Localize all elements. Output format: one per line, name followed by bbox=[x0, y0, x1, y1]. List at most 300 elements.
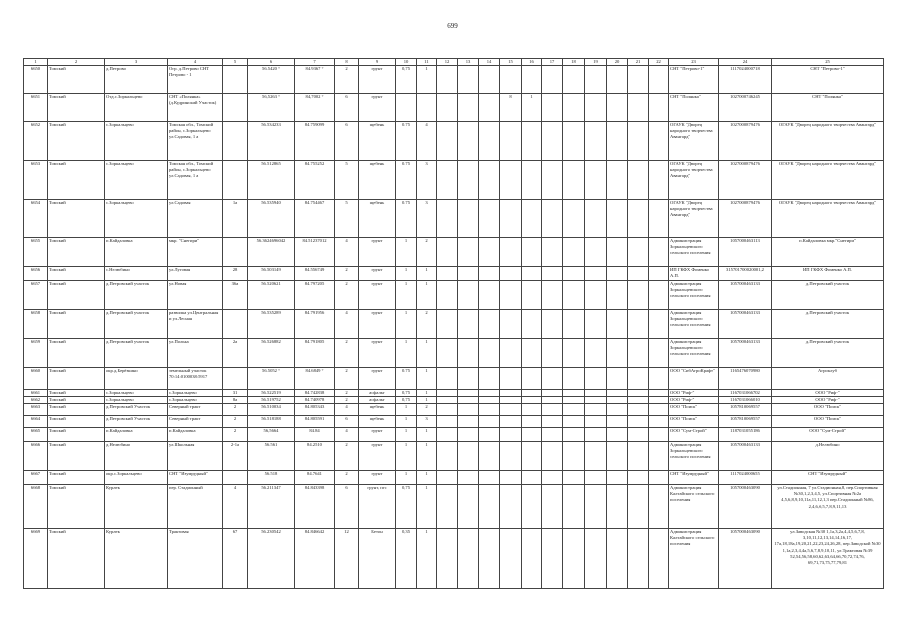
table-cell bbox=[563, 442, 585, 471]
table-cell: 56.518 bbox=[248, 471, 295, 485]
table-cell: Администрация Зоркальцевского сельского поселения bbox=[669, 310, 719, 339]
table-cell bbox=[500, 122, 522, 161]
table-cell bbox=[522, 442, 542, 471]
table-cell: 56.5052 ° bbox=[248, 368, 295, 390]
table-cell bbox=[649, 310, 669, 339]
table-cell bbox=[563, 368, 585, 390]
table-cell: 56.211347 bbox=[248, 485, 295, 529]
table-cell bbox=[542, 485, 563, 529]
table-cell: грунт bbox=[359, 238, 396, 267]
table-cell: ООО "Риф-" bbox=[669, 390, 719, 397]
column-header: 25 bbox=[772, 59, 884, 66]
table-cell bbox=[563, 66, 585, 94]
table-cell: 3 bbox=[417, 200, 437, 238]
table-cell: 56.518188 bbox=[248, 416, 295, 428]
table-cell: 6667 bbox=[24, 471, 48, 485]
table-cell: с.Зоркальцево bbox=[105, 122, 168, 161]
table-cell: 56,5664 bbox=[248, 428, 295, 442]
table-cell bbox=[479, 238, 500, 267]
table-cell bbox=[522, 238, 542, 267]
table-row bbox=[24, 339, 884, 368]
table-cell: 1057000463133 bbox=[719, 442, 772, 471]
table-cell: 56.512865 bbox=[248, 161, 295, 200]
table-cell bbox=[458, 368, 479, 390]
table-cell: 2 bbox=[335, 471, 359, 485]
table-cell bbox=[585, 122, 607, 161]
table-cell: 6656 bbox=[24, 267, 48, 281]
table-cell bbox=[649, 442, 669, 471]
table-row bbox=[24, 238, 884, 267]
table-cell: Томский bbox=[48, 529, 105, 589]
table-cell bbox=[563, 267, 585, 281]
table-cell: 2 bbox=[223, 404, 248, 416]
table-cell: 12 bbox=[335, 529, 359, 589]
table-cell bbox=[500, 442, 522, 471]
table-cell: с.Зоркальцево bbox=[105, 397, 168, 404]
table-cell bbox=[607, 267, 628, 281]
table-cell: СНТ "Изумрудный" bbox=[669, 471, 719, 485]
table-cell: 56.510034 bbox=[248, 404, 295, 416]
table-cell: 1057810069557 bbox=[719, 416, 772, 428]
table-cell: Томский bbox=[48, 310, 105, 339]
table-cell: д.Петровский Участок bbox=[105, 404, 168, 416]
table-cell: 6664 bbox=[24, 416, 48, 428]
table-cell bbox=[585, 404, 607, 416]
table-cell: д.Петровский участок bbox=[772, 339, 884, 368]
column-header: 2 bbox=[48, 59, 105, 66]
table-cell: ИП ГКФХ Фоменко А.П. bbox=[772, 267, 884, 281]
table-cell bbox=[458, 428, 479, 442]
table-cell bbox=[458, 267, 479, 281]
table-cell bbox=[500, 404, 522, 416]
table-cell: 0.75 bbox=[396, 122, 417, 161]
table-cell bbox=[563, 161, 585, 200]
table-cell: 1 bbox=[417, 390, 437, 397]
table-cell: 6651 bbox=[24, 94, 48, 122]
table-row bbox=[24, 471, 884, 485]
table-cell: ООО "СибАгроКрафт" bbox=[669, 368, 719, 390]
table-cell bbox=[628, 161, 649, 200]
table-cell bbox=[437, 238, 458, 267]
table-row bbox=[24, 428, 884, 442]
table-cell: ООО "Риф-" bbox=[772, 390, 884, 397]
table-cell: 1 bbox=[396, 428, 417, 442]
table-cell bbox=[563, 397, 585, 404]
table-cell: ООО "Риф-" bbox=[669, 397, 719, 404]
table-cell bbox=[628, 238, 649, 267]
table-cell: 1167031066702 bbox=[719, 390, 772, 397]
table-cell: земельный участок 70:14:0100038:5917 bbox=[168, 368, 223, 390]
table-cell bbox=[223, 238, 248, 267]
table-cell: 6657 bbox=[24, 281, 48, 310]
table-cell bbox=[628, 397, 649, 404]
table-cell: 84.805343 bbox=[295, 404, 335, 416]
table-row bbox=[24, 161, 884, 200]
table-cell: ООО "Риф-" bbox=[772, 397, 884, 404]
table-cell: 84.556749 bbox=[295, 267, 335, 281]
table-cell: 56.535940 bbox=[248, 200, 295, 238]
table-cell bbox=[437, 397, 458, 404]
table-cell: щебень bbox=[359, 416, 396, 428]
column-header: 3 bbox=[105, 59, 168, 66]
table-cell bbox=[563, 310, 585, 339]
table-cell bbox=[522, 122, 542, 161]
table-cell: окр.д.Берёзкино bbox=[105, 368, 168, 390]
table-cell bbox=[479, 281, 500, 310]
table-cell bbox=[522, 390, 542, 397]
table-cell bbox=[500, 339, 522, 368]
table-cell: Северный тракт bbox=[168, 416, 223, 428]
table-cell bbox=[607, 390, 628, 397]
table-cell bbox=[585, 416, 607, 428]
table-cell bbox=[585, 161, 607, 200]
table-cell bbox=[649, 94, 669, 122]
table-cell: грунт bbox=[359, 368, 396, 390]
column-header: 7 bbox=[295, 59, 335, 66]
table-cell: 56.526882 bbox=[248, 339, 295, 368]
table-cell: 6 bbox=[335, 485, 359, 529]
column-header: 17 bbox=[542, 59, 563, 66]
table-cell: 1 bbox=[417, 485, 437, 529]
table-cell: 2 bbox=[335, 397, 359, 404]
column-header: 14 bbox=[479, 59, 500, 66]
table-cell: 84.755252 bbox=[295, 161, 335, 200]
table-cell: мкр. "Снегири" bbox=[168, 238, 223, 267]
table-cell bbox=[585, 471, 607, 485]
table-cell bbox=[458, 122, 479, 161]
table-cell: СНТ "Изумрудный" bbox=[168, 471, 223, 485]
table-cell: ООО "Сум-Строй" bbox=[772, 428, 884, 442]
table-cell bbox=[607, 416, 628, 428]
table-row bbox=[24, 200, 884, 238]
table-cell: 56.522519 bbox=[248, 390, 295, 397]
table-cell: развилка ул.Центральная и ул.Лесная bbox=[168, 310, 223, 339]
table-cell: 4 bbox=[335, 404, 359, 416]
table-cell: с.Зоркальцево bbox=[105, 200, 168, 238]
table-row bbox=[24, 529, 884, 589]
table-cell: 1117024000655 bbox=[719, 471, 772, 485]
table-cell: 8 bbox=[500, 94, 522, 122]
table-cell bbox=[607, 122, 628, 161]
table-cell: грунт bbox=[359, 94, 396, 122]
table-cell bbox=[437, 390, 458, 397]
table-cell: 6659 bbox=[24, 339, 48, 368]
table-cell bbox=[542, 161, 563, 200]
table-cell bbox=[522, 310, 542, 339]
table-cell bbox=[479, 368, 500, 390]
table-cell bbox=[500, 200, 522, 238]
table-cell bbox=[563, 122, 585, 161]
table-cell: Бетон bbox=[359, 529, 396, 589]
table-cell: п.Кайдаловка bbox=[105, 238, 168, 267]
table-cell bbox=[458, 390, 479, 397]
table-cell: СНТ "Изумрудный" bbox=[772, 471, 884, 485]
table-cell bbox=[500, 281, 522, 310]
table-cell bbox=[585, 310, 607, 339]
table-cell bbox=[585, 485, 607, 529]
table-cell bbox=[500, 390, 522, 397]
table-cell: 84.742838 bbox=[295, 390, 335, 397]
table-cell: с.Зоркальцево bbox=[105, 161, 168, 200]
table-cell bbox=[542, 390, 563, 397]
table-cell: Томский bbox=[48, 94, 105, 122]
table-row bbox=[24, 397, 884, 404]
table-cell: Томский bbox=[48, 428, 105, 442]
table-cell bbox=[396, 94, 417, 122]
table-cell bbox=[223, 66, 248, 94]
table-cell: Администрация Зоркальцевского сельского поселения bbox=[669, 238, 719, 267]
table-cell bbox=[437, 122, 458, 161]
table-cell bbox=[628, 404, 649, 416]
table-cell: Томский bbox=[48, 485, 105, 529]
table-cell bbox=[563, 281, 585, 310]
table-cell bbox=[522, 428, 542, 442]
table-cell bbox=[628, 122, 649, 161]
table-cell bbox=[437, 471, 458, 485]
table-row bbox=[24, 390, 884, 397]
table-cell: ООО "Поиск" bbox=[772, 416, 884, 428]
table-cell bbox=[607, 442, 628, 471]
table-cell: 6 bbox=[335, 122, 359, 161]
table-cell: с.Зоркальцево bbox=[168, 397, 223, 404]
table-cell bbox=[437, 66, 458, 94]
table-cell bbox=[628, 339, 649, 368]
table-cell bbox=[479, 397, 500, 404]
table-cell: Администрация Калтайского сельского поселения bbox=[669, 529, 719, 589]
table-cell bbox=[628, 267, 649, 281]
table-cell: щебень bbox=[359, 200, 396, 238]
table-cell bbox=[607, 485, 628, 529]
table-cell: 4 bbox=[335, 428, 359, 442]
table-cell bbox=[628, 200, 649, 238]
table-cell: грунт bbox=[359, 281, 396, 310]
table-cell bbox=[479, 66, 500, 94]
table-cell: 1057000463133 bbox=[719, 310, 772, 339]
table-cell: Томский bbox=[48, 471, 105, 485]
table-cell: 4 bbox=[223, 485, 248, 529]
column-header: 9 bbox=[359, 59, 396, 66]
table-cell bbox=[500, 428, 522, 442]
table-cell bbox=[649, 281, 669, 310]
table-cell bbox=[585, 442, 607, 471]
table-cell: 36а bbox=[223, 281, 248, 310]
table-cell: 1 bbox=[396, 267, 417, 281]
table-cell: 1 bbox=[396, 442, 417, 471]
table-cell bbox=[458, 94, 479, 122]
column-header: 10 bbox=[396, 59, 417, 66]
table-cell: ООО "Поиск" bbox=[669, 404, 719, 416]
table-cell: 1165476070980 bbox=[719, 368, 772, 390]
table-cell: 1027000746245 bbox=[719, 94, 772, 122]
table-cell: 0,75 bbox=[396, 397, 417, 404]
table-cell bbox=[223, 122, 248, 161]
table-cell bbox=[563, 200, 585, 238]
table-cell: Томский bbox=[48, 281, 105, 310]
table-cell bbox=[522, 161, 542, 200]
table-cell: ОГАУК "Дворец народного творчества Авангард" bbox=[772, 200, 884, 238]
table-cell bbox=[585, 281, 607, 310]
table-row bbox=[24, 416, 884, 428]
table-cell: грунт bbox=[359, 471, 396, 485]
table-cell: ул.Школьная bbox=[168, 442, 223, 471]
table-cell bbox=[585, 238, 607, 267]
table-cell: грунт bbox=[359, 267, 396, 281]
table-cell: Курлек bbox=[105, 529, 168, 589]
table-cell: 1 bbox=[417, 442, 437, 471]
table-cell: 6655 bbox=[24, 238, 48, 267]
table-row bbox=[24, 267, 884, 281]
table-cell: 1 bbox=[396, 281, 417, 310]
table-cell bbox=[563, 471, 585, 485]
column-header: 4 bbox=[168, 59, 223, 66]
table-cell: ИП ГКФХ Фоменко А.П. bbox=[669, 267, 719, 281]
table-cell bbox=[585, 390, 607, 397]
table-cell: 1 bbox=[417, 267, 437, 281]
table-cell: 1057810069557 bbox=[719, 404, 772, 416]
table-cell bbox=[628, 94, 649, 122]
table-cell bbox=[649, 428, 669, 442]
table-cell bbox=[479, 94, 500, 122]
table-cell bbox=[542, 267, 563, 281]
table-cell: 6666 bbox=[24, 442, 48, 471]
table-cell bbox=[458, 200, 479, 238]
table-cell bbox=[542, 310, 563, 339]
table-cell: 1а bbox=[223, 200, 248, 238]
table-cell bbox=[542, 397, 563, 404]
table-cell: 4 bbox=[335, 238, 359, 267]
table-cell: 2-1а bbox=[223, 442, 248, 471]
table-cell bbox=[458, 66, 479, 94]
table-cell: 0.75 bbox=[396, 161, 417, 200]
table-cell: 2 bbox=[335, 368, 359, 390]
table-cell: 6 bbox=[335, 416, 359, 428]
table-cell bbox=[500, 267, 522, 281]
table-cell bbox=[223, 471, 248, 485]
table-cell: п.Кайдаловка мкр."Снегири" bbox=[772, 238, 884, 267]
table-cell bbox=[500, 471, 522, 485]
table-cell: Томский bbox=[48, 200, 105, 238]
table-cell bbox=[607, 238, 628, 267]
table-row bbox=[24, 442, 884, 471]
table-cell: Томский bbox=[48, 404, 105, 416]
table-cell bbox=[542, 368, 563, 390]
table-cell: д.Петровский участок bbox=[772, 310, 884, 339]
table-cell bbox=[437, 339, 458, 368]
table-cell: 1 bbox=[417, 529, 437, 589]
column-header: 20 bbox=[607, 59, 628, 66]
register-table bbox=[23, 58, 884, 589]
table-cell: 5 bbox=[335, 161, 359, 200]
table-cell bbox=[628, 310, 649, 339]
table-cell: Томская обл., Томский район, с.Зоркальцево ул.Садовая, 1 а bbox=[168, 122, 223, 161]
table-cell bbox=[585, 66, 607, 94]
table-cell: щебень bbox=[359, 404, 396, 416]
table-cell: 1057000463113 bbox=[719, 238, 772, 267]
table-cell: с.Нелюбино bbox=[105, 267, 168, 281]
table-cell bbox=[585, 267, 607, 281]
table-cell: Томский bbox=[48, 122, 105, 161]
table-cell: 56.534233 bbox=[248, 122, 295, 161]
table-cell: щебень bbox=[359, 122, 396, 161]
table-cell: 56.519752 bbox=[248, 397, 295, 404]
table-cell: 56.503149 bbox=[248, 267, 295, 281]
table-cell bbox=[563, 94, 585, 122]
column-header: 18 bbox=[563, 59, 585, 66]
table-cell: 56.535289 bbox=[248, 310, 295, 339]
table-cell: Огр. д.Петрово СНТ Петрово - 1 bbox=[168, 66, 223, 94]
table-cell bbox=[500, 416, 522, 428]
table-cell bbox=[458, 404, 479, 416]
table-cell: 1 bbox=[396, 238, 417, 267]
table-cell: Агроклуб bbox=[772, 368, 884, 390]
table-cell: с.Зоркальцево bbox=[168, 390, 223, 397]
table-cell: 6650 bbox=[24, 66, 48, 94]
table-cell: Томский bbox=[48, 397, 105, 404]
table-cell: 6662 bbox=[24, 397, 48, 404]
table-cell bbox=[628, 442, 649, 471]
column-header: 11 bbox=[417, 59, 437, 66]
table-cell: Томский bbox=[48, 390, 105, 397]
table-cell bbox=[437, 281, 458, 310]
table-cell: 56,5263 ° bbox=[248, 94, 295, 122]
table-cell bbox=[542, 339, 563, 368]
table-cell bbox=[522, 368, 542, 390]
table-cell bbox=[437, 416, 458, 428]
table-cell: 84.51237012 bbox=[295, 238, 335, 267]
table-cell: 2 bbox=[335, 66, 359, 94]
table-cell: 1187031055186 bbox=[719, 428, 772, 442]
table-cell bbox=[563, 404, 585, 416]
table-cell bbox=[479, 471, 500, 485]
table-cell bbox=[649, 267, 669, 281]
table-cell: 6665 bbox=[24, 428, 48, 442]
table-cell bbox=[542, 529, 563, 589]
table-cell: ООО "Поиск" bbox=[669, 416, 719, 428]
table-cell bbox=[585, 428, 607, 442]
table-cell bbox=[607, 397, 628, 404]
column-header: 1 bbox=[24, 59, 48, 66]
table-row bbox=[24, 404, 884, 416]
table-row bbox=[24, 281, 884, 310]
table-cell bbox=[522, 529, 542, 589]
table-cell bbox=[522, 281, 542, 310]
table-cell: 1027000879476 bbox=[719, 200, 772, 238]
table-cell bbox=[437, 368, 458, 390]
table-cell: Томский bbox=[48, 66, 105, 94]
table-cell: ОГАУК "Дворец народного творчества Авангард" bbox=[772, 161, 884, 200]
table-cell bbox=[628, 471, 649, 485]
table-cell bbox=[417, 94, 437, 122]
table-cell: Томский bbox=[48, 368, 105, 390]
table-cell: Северный тракт bbox=[168, 404, 223, 416]
table-cell: СНТ "Полянка" bbox=[669, 94, 719, 122]
table-cell bbox=[542, 442, 563, 471]
table-cell: 1 bbox=[522, 94, 542, 122]
table-cell bbox=[479, 310, 500, 339]
table-cell: 1 bbox=[417, 397, 437, 404]
table-cell: Администрация Зоркальцевского сельского поселения bbox=[669, 339, 719, 368]
table-cell bbox=[437, 310, 458, 339]
table-cell bbox=[500, 529, 522, 589]
table-cell: 84,7002 ° bbox=[295, 94, 335, 122]
table-cell: д.Петровский участок bbox=[105, 281, 168, 310]
column-header: 5 bbox=[223, 59, 248, 66]
table-cell: 2 bbox=[417, 404, 437, 416]
table-cell: 1057000463090 bbox=[719, 529, 772, 589]
table-cell bbox=[563, 390, 585, 397]
table-cell: Отд.с.Зоркальцево bbox=[105, 94, 168, 122]
table-cell: 84.6849 ° bbox=[295, 368, 335, 390]
